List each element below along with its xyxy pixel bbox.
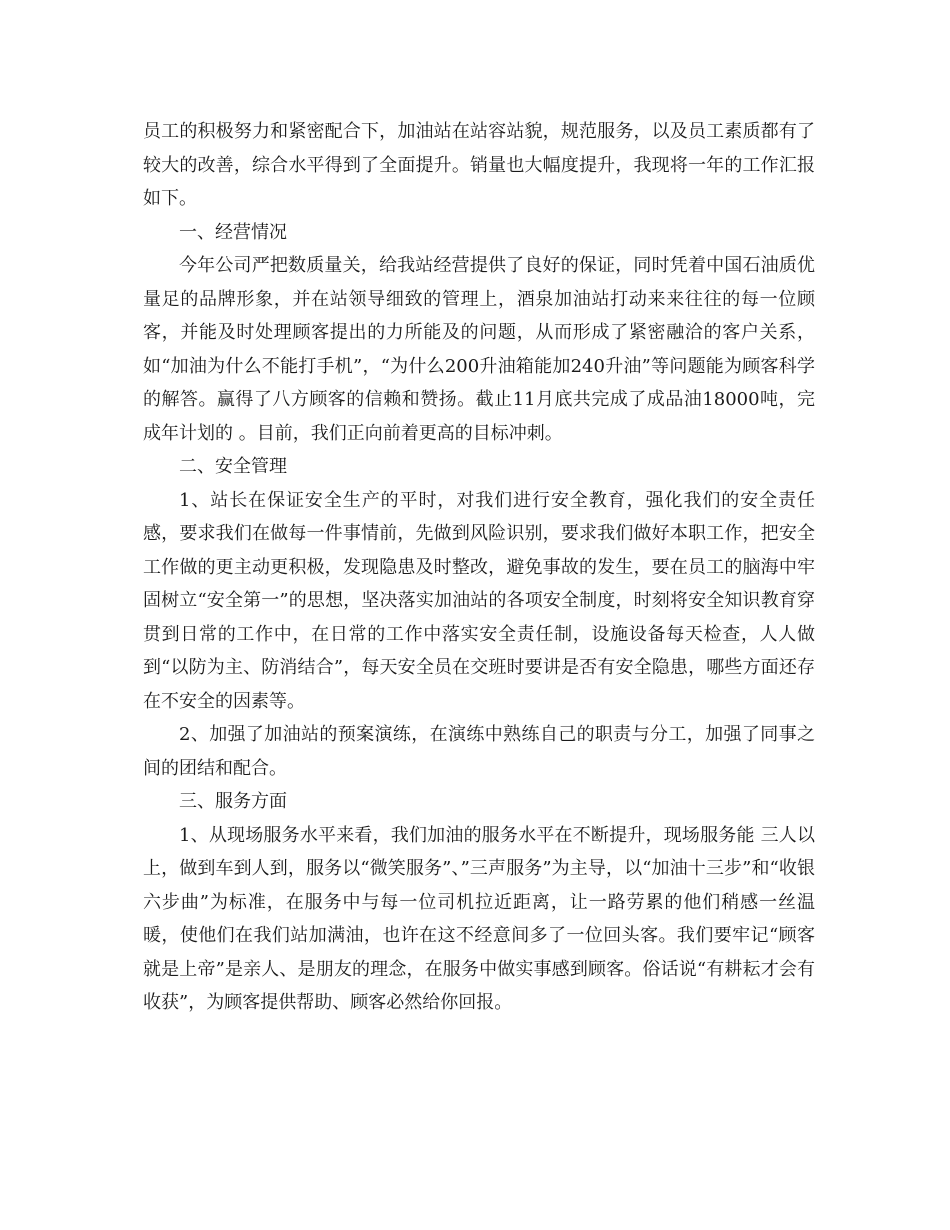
paragraph-safety-1: 1、站长在保证安全生产的平时，对我们进行安全教育，强化我们的安全责任感，要求我们在做每一件事情前，先做到风险识别，要求我们做好本职工作，把安全工作做的更主动更积极，发现隐患及时整改，避免事故的发生，要在员工的脑海中牢固树立“安全第一”的思想，坚决落实加油站的各项安全制度，时刻将安全知识教育穿贯到日常的工作中，在日常的工作中落实安全责任制，设施设备每天检查，人人做到“以防为主、防消结合”，每天安全员在交班时要讲是否有安全隐患，哪些方面还存在不安全的因素等。: [143, 489, 815, 712]
section-heading-service: 三、服务方面: [179, 791, 287, 812]
paragraph-safety-2: 2、加强了加油站的预案演练，在演练中熟练自己的职责与分工，加强了同事之间的团结和配合。: [143, 724, 815, 779]
paragraph-operations: 今年公司严把数质量关，给我站经营提供了良好的保证，同时凭着中国石油质优量足的品牌形象，并在站领导细致的管理上，酒泉加油站打动来来往往的每一位顾客，并能及时处理顾客提出的力所能及的问题，从而形成了紧密融洽的客户关系，如“加油为什么不能打手机”，“为什么200升油箱能加240升油”等问题能为顾客科学的解答。赢得了八方顾客的信赖和赞扬。截止11月底共完成了成品油18000吨，完成年计划的 。目前，我们正向前着更高的目标冲刺。: [143, 255, 815, 444]
paragraph-intro-continued: 员工的积极努力和紧密配合下，加油站在站容站貌，规范服务，以及员工素质都有了较大的改善，综合水平得到了全面提升。销量也大幅度提升，我现将一年的工作汇报如下。: [143, 121, 815, 209]
section-heading-operations: 一、经营情况: [179, 221, 287, 243]
document-body: [143, 115, 815, 1020]
paragraph-service-1: 1、从现场服务水平来看，我们加油的服务水平在不断提升，现场服务能 三人以上，做到车到人到，服务以“微笑服务”、”三声服务”为主导，以“加油十三步”和“收银六步曲”为标准，在服务中与每一位司机拉近距离，让一路劳累的他们稍感一丝温暖，使他们在我们站加满油，也许在这不经意间多了一位回头客。我们要牢记“顾客就是上帝”是亲人、是朋友的理念，在服务中做实事感到顾客。俗话说“有耕耘才会有收获”，为顾客提供帮助、顾客必然给你回报。: [143, 824, 815, 1013]
section-heading-safety: 二、安全管理: [179, 456, 287, 477]
